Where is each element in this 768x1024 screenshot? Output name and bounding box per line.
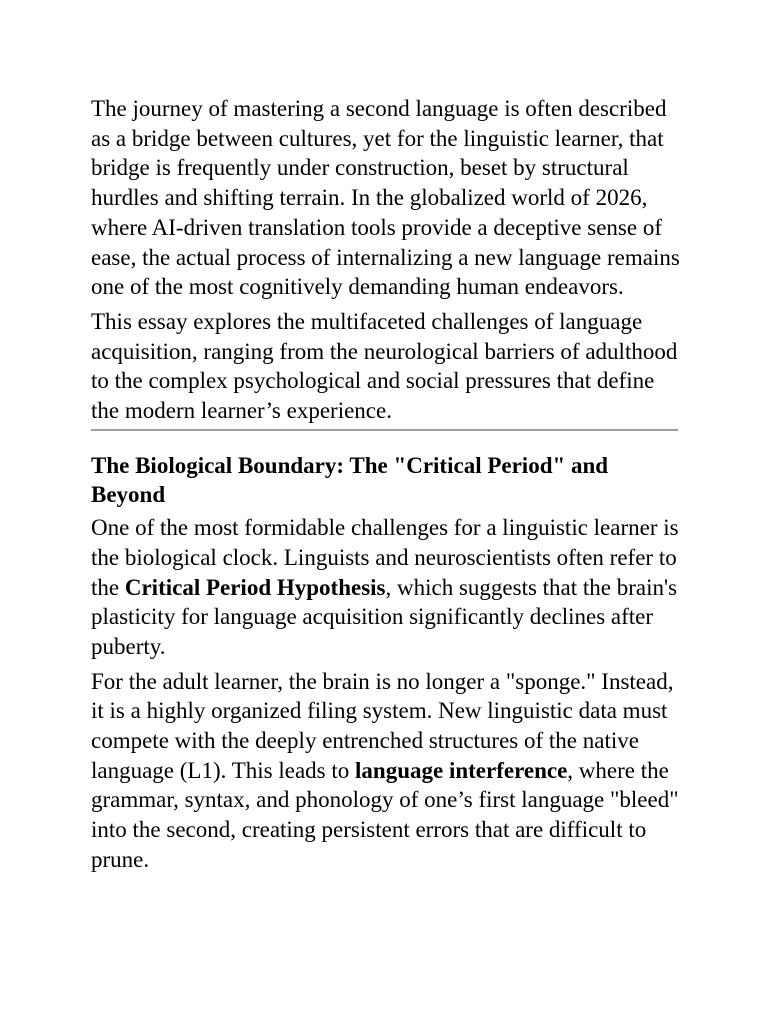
section-paragraph-1	[91, 513, 681, 662]
section-paragraph-2	[91, 667, 681, 875]
intro-paragraph-1: The journey of mastering a second language is often described as a bridge between cultures, yet for the linguistic learner, that bridge is frequently under construction, beset by structural hurdles and shifting terrain. In the globalized world of 2026, where AI-driven translation tools provide a deceptive sense of ease, the actual process of internalizing a new language remains one of the most cognitively demanding human endeavors.	[91, 96, 680, 300]
section-paragraph-1-text-before: One of the most formidable challenges for a linguistic learner is the biological clock. Linguists and neuroscientists often refer to the	[91, 515, 679, 600]
critical-period-hypothesis-term: Critical Period Hypothesis	[124, 574, 386, 600]
section-paragraph-2-text-after: , where the grammar, syntax, and phonology of one’s first language "bleed" into the second, creating persistent errors that are difficult to prune.	[91, 757, 679, 872]
section-divider	[91, 429, 678, 431]
language-interference-term: language interference	[355, 757, 568, 783]
section-heading: The Biological Boundary: The "Critical Period" and Beyond	[91, 452, 609, 508]
intro-paragraph-2: This essay explores the multifaceted challenges of language acquisition, ranging from the neurological barriers of adulthood to the complex psychological and social pressures that define the modern learner’s experience.	[91, 308, 678, 424]
section-paragraph-1-text-after: , which suggests that the brain's plasticity for language acquisition significantly declines after puberty.	[91, 574, 678, 659]
document-page	[91, 94, 681, 875]
section-paragraph-2-text-before: For the adult learner, the brain is no longer a "sponge." Instead, it is a highly organized filing system. New linguistic data must compete with the deeply entrenched structures of the native language (L1). This leads to	[91, 668, 674, 783]
